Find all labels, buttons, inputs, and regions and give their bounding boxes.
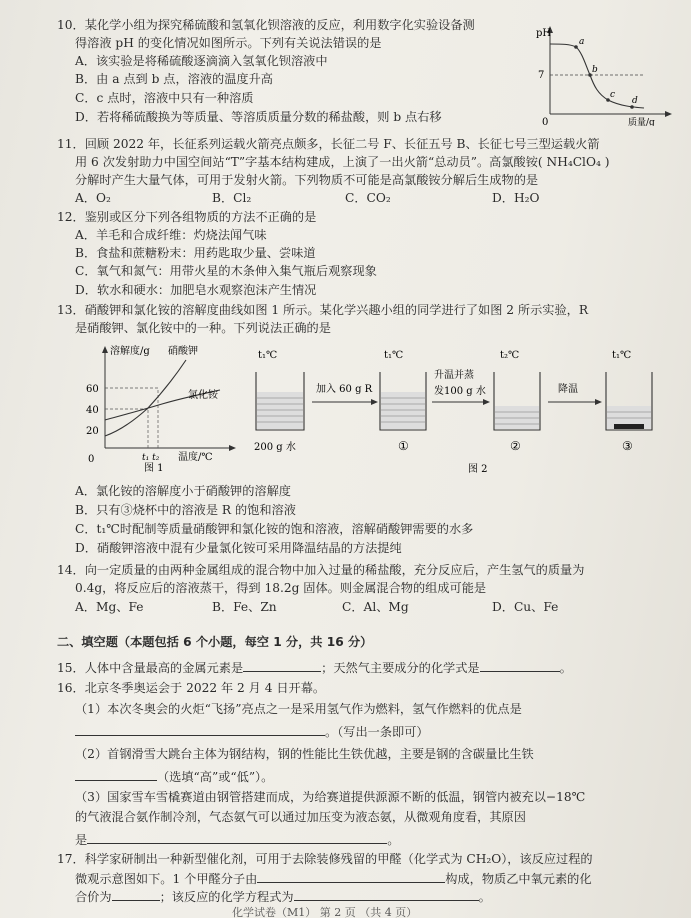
q15-blank-1[interactable] xyxy=(243,659,321,672)
q13-fig1-t-ticks: t₁ t₂ xyxy=(142,453,160,463)
q13-fig2-temp-3: t₁℃ xyxy=(612,350,632,361)
q16-blank-1[interactable] xyxy=(75,723,325,736)
q16-part-3-line1: （3）国家雪车雪橇赛道由钢管搭建而成，为给赛道提供源源不断的低温，钢管内被充以−18℃ xyxy=(75,790,586,804)
q14-option-a: A．Mg、Fe xyxy=(75,600,144,614)
q16-part-3-line3 xyxy=(75,831,399,848)
q17-stem-line2 xyxy=(75,870,592,887)
q10-option-b: B．由 a 点到 b 点，溶液的温度升高 xyxy=(75,72,273,86)
q16-blank-2[interactable] xyxy=(75,768,157,781)
q10-stem-line1: 10．某化学小组为探究稀硫酸和氢氧化钡溶液的反应，利用数字化实验设备测 xyxy=(57,18,475,32)
q13-fig2-water-label: 200 g 水 xyxy=(254,442,296,453)
q12-option-a: A．羊毛和合成纤维：灼烧法闻气味 xyxy=(75,228,267,242)
q13-fig1-caption: 图 1 xyxy=(144,463,164,472)
q14-option-d: D．Cu、Fe xyxy=(492,600,559,614)
q16-part-3-prefix: 是 xyxy=(75,833,88,847)
q17-part-b: 构成，物质乙中氧元素的化 xyxy=(445,872,592,886)
q13-fig2-label-3: ③ xyxy=(622,439,633,453)
q16-blank-3[interactable] xyxy=(87,831,387,844)
q14-stem-line2: 0.4g，将反应后的溶液蒸干，得到 18.2g 固体。则金属混合物的组成可能是 xyxy=(75,581,487,595)
q11-stem-line3: 分解时产生大量气体，可用于发射火箭。下列物质不可能是高氯酸铵分解后生成物的是 xyxy=(75,173,539,187)
q17-part-a: 微观示意图如下。1 个甲醛分子由 xyxy=(75,872,258,886)
q13-fig2-beaker-1 xyxy=(380,372,426,430)
q13-fig2-beaker-2 xyxy=(494,372,540,430)
q11-stem-line2: 用 6 次发射助力中国空间站“T”字基本结构建成，上演了一出火箭“总动员”。高氯酸铵( NH₄ClO₄ ) xyxy=(75,155,610,169)
q12-stem: 12．鉴别或区分下列各组物质的方法不正确的是 xyxy=(57,210,317,224)
q16-part-2-answer xyxy=(75,768,273,785)
q17-part-d: ；该反应的化学方程式为 xyxy=(159,890,294,904)
q15-part-c: 。 xyxy=(559,661,572,675)
q13-fig1-x-label: 温度/℃ xyxy=(178,452,213,463)
q13-fig1-y-label: 溶解度/g xyxy=(110,346,150,357)
q15-line xyxy=(57,659,572,676)
q11-option-b: B．Cl₂ xyxy=(212,191,252,205)
q13-option-c: C．t₁℃时配制等质量硝酸钾和氯化铵的饱和溶液，溶解硝酸钾需要的水多 xyxy=(75,522,474,536)
q17-stem-line3 xyxy=(75,888,491,905)
q16-part-2: （2）首钢滑雪大跳台主体为钢结构，钢的性能比生铁优越，主要是钢的含碳量比生铁 xyxy=(75,747,534,761)
q16-part-3-end: 。 xyxy=(387,833,400,847)
q10-stem-line2: 得溶液 pH 的变化情况如图所示。下列有关说法错误的是 xyxy=(75,36,382,50)
q13-fig1-kno3-label: 硝酸钾 xyxy=(168,346,198,357)
q13-option-d: D．硝酸钾溶液中混有少量氯化铵可采用降温结晶的方法提纯 xyxy=(75,541,402,555)
q13-stem-line2: 是硝酸钾、氯化铵中的一种。下列说法正确的是 xyxy=(75,321,331,335)
q11-option-d: D．H₂O xyxy=(492,191,540,205)
q17-stem-line1: 17．科学家研制出一种新型催化剂，可用于去除装修残留的甲醛（化学式为 CH₂O），该反应过程的 xyxy=(57,852,593,866)
q13-fig1-tick-60: 60 xyxy=(86,384,99,395)
q16-part-1-answer xyxy=(75,723,429,740)
q10-point-b: b xyxy=(592,65,598,75)
q16-part-1: （1）本次冬奥会的火炬“飞扬”亮点之一是采用氢气作为燃料，氢气作燃料的优点是 xyxy=(75,702,522,716)
q11-option-c: C．CO₂ xyxy=(345,191,391,205)
q12-option-d: D．软水和硬水：加肥皂水观察泡沫产生情况 xyxy=(75,283,317,297)
q13-fig2-label-1: ① xyxy=(398,439,409,453)
q13-figure-2-experiment xyxy=(248,344,658,476)
q13-fig2-label-2: ② xyxy=(510,439,521,453)
q16-intro: 16．北京冬季奥运会于 2022 年 2 月 4 日开幕。 xyxy=(57,681,326,695)
q12-option-c: C．氧气和氮气：用带火星的木条伸入集气瓶后观察现象 xyxy=(75,264,377,278)
q13-fig2-temp-1: t₁℃ xyxy=(384,350,404,361)
q16-part-2-note: （选填“高”或“低”）。 xyxy=(157,770,274,784)
q17-blank-2[interactable] xyxy=(112,888,160,901)
q13-figure-1-solubility-curve xyxy=(82,340,247,472)
q15-part-a: 15．人体中含量最高的金属元素是 xyxy=(57,661,244,675)
q13-fig2-temp-2: t₂℃ xyxy=(500,350,520,361)
q10-ph-graph xyxy=(528,22,678,126)
q14-option-b: B．Fe、Zn xyxy=(212,600,277,614)
q13-option-a: A．氯化铵的溶解度小于硝酸钾的溶解度 xyxy=(75,484,291,498)
q13-fig2-step-heat: 升温并蒸 xyxy=(434,370,474,381)
q14-option-c: C．Al、Mg xyxy=(342,600,409,614)
q15-blank-2[interactable] xyxy=(480,659,560,672)
q11-stem-line1: 11．回顾 2022 年，长征系列运载火箭亮点颇多，长征二号 F、长征五号 B、长征七号三型运载火箭 xyxy=(57,137,600,151)
q13-fig1-tick-40: 40 xyxy=(86,405,99,416)
q11-option-a: A．O₂ xyxy=(75,191,111,205)
q10-graph-y-label: pH xyxy=(536,28,552,39)
q17-part-c: 合价为 xyxy=(75,890,112,904)
q13-fig2-beaker-3 xyxy=(606,372,652,430)
q13-fig1-tick-20: 20 xyxy=(86,426,99,437)
q10-graph-x-label: 质量/g xyxy=(628,118,655,126)
q10-graph-origin: 0 xyxy=(542,117,549,126)
q12-option-b: B．食盐和蔗糖粉末：用药匙取少量、尝味道 xyxy=(75,246,316,260)
q10-option-c: C．c 点时，溶液中只有一种溶质 xyxy=(75,91,254,105)
q17-blank-1[interactable] xyxy=(257,870,445,883)
q10-option-a: A．该实验是将稀硫酸逐滴滴入氢氧化钡溶液中 xyxy=(75,54,328,68)
q16-part-1-note: 。（写出一条即可） xyxy=(325,725,429,739)
q10-graph-y-tick: 7 xyxy=(538,70,545,81)
q13-fig2-step-cool: 降温 xyxy=(558,384,578,395)
q10-point-c: c xyxy=(610,90,616,100)
q13-fig2-beaker-start xyxy=(256,372,304,430)
q16-part-3-line2: 的气液混合氨作制冷剂，气态氨气可以通过加压变为液态氨，从微观角度看，其原因 xyxy=(75,810,526,824)
q13-stem-line1: 13．硝酸钾和氯化铵的溶解度曲线如图 1 所示。某化学兴趣小组的同学进行了如图 2 所示实验，R xyxy=(57,303,589,317)
section-2-heading: 二、填空题（本题包括 6 个小题，每空 1 分，共 16 分） xyxy=(57,635,373,649)
q13-fig1-origin: 0 xyxy=(88,454,95,465)
q13-fig1-nh4cl-label: 氯化铵 xyxy=(188,390,218,401)
q10-point-a: a xyxy=(579,37,585,47)
q17-part-e: 。 xyxy=(478,890,491,904)
q10-option-d: D．若将稀硫酸换为等质量、等溶质质量分数的稀盐酸，则 b 点右移 xyxy=(75,110,442,124)
q17-blank-3[interactable] xyxy=(294,888,479,901)
q10-point-d: d xyxy=(632,96,638,106)
q13-fig2-step-evaporate: 发100 g 水 xyxy=(434,386,486,397)
q15-part-b: ；天然气主要成分的化学式是 xyxy=(321,661,480,675)
q14-stem-line1: 14．向一定质量的由两种金属组成的混合物中加入过量的稀盐酸，充分反应后，产生氢气的质量为 xyxy=(57,563,585,577)
page-footer: 化学试卷（M1） 第 2 页 （共 4 页） xyxy=(232,906,418,918)
q13-option-b: B．只有③烧杯中的溶液是 R 的饱和溶液 xyxy=(75,503,296,517)
q13-fig2-temp-start: t₁℃ xyxy=(258,350,278,361)
q13-fig2-caption: 图 2 xyxy=(468,464,488,475)
q13-fig2-step-add: 加入 60 g R xyxy=(316,384,373,395)
